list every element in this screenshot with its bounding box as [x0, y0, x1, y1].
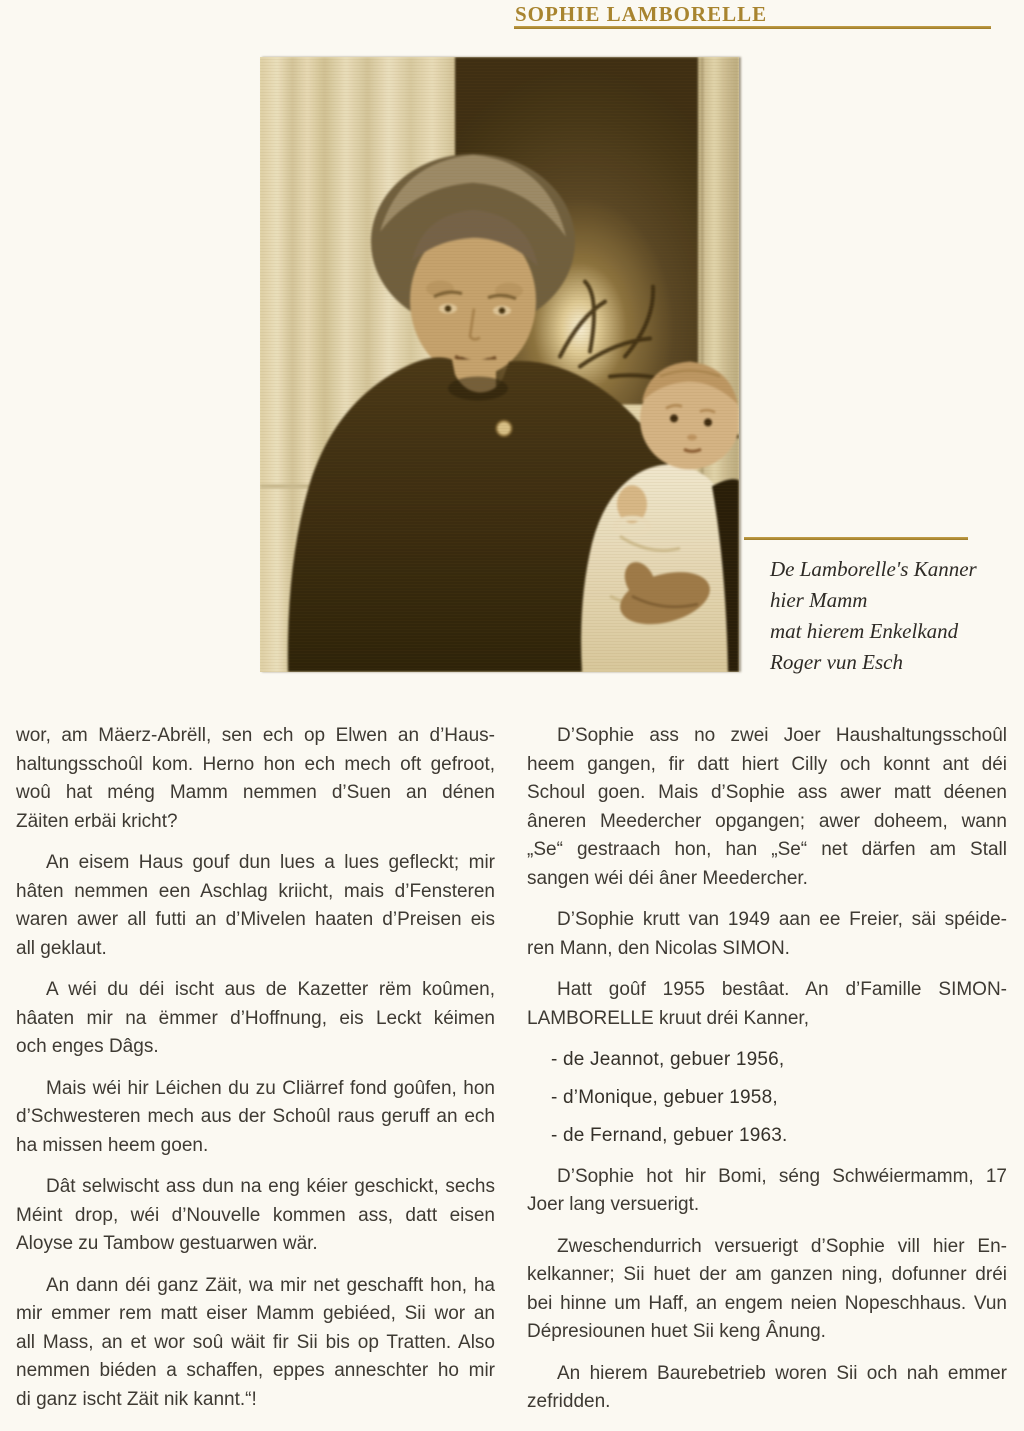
text-line: zefridden.: [527, 1391, 611, 1412]
text-line: Joer lang versuerigt.: [527, 1194, 700, 1215]
text-line: nemmen biéden a schaffen, eppes anneschter ho mir: [16, 1360, 495, 1381]
text-line: Dât selwischt ass dun na eng kéier geschickt, sechs: [46, 1176, 495, 1197]
photo-caption: [770, 554, 1020, 678]
caption-line: mat hierem Enkelkand: [770, 619, 959, 643]
caption-line: De Lamborelle's Kanner: [770, 557, 977, 581]
text-line: heem gangen, fir datt hiert Cilly och konnt ant déi: [527, 753, 1007, 775]
text-line: Dépresiounen huet Sii keng Ânung.: [527, 1321, 826, 1342]
paragraph: [16, 1173, 495, 1259]
text-line: A wéi du déi ischt aus de Kazetter rëm koûmen,: [46, 979, 495, 1000]
paragraph: [527, 976, 1007, 1033]
paragraph: [527, 1360, 1007, 1417]
photo-sophie-with-grandchild: [260, 57, 739, 672]
text-line: An hierem Baurebetrieb woren Sii och nah emmer: [557, 1362, 1007, 1384]
text-line: woû hat méng Mamm nemmen d’Suen an dénen: [16, 782, 495, 803]
paragraph: [16, 1272, 495, 1415]
text-line: mir emmer rem matt eiser Mamm gebiéed, Sii wor an: [16, 1303, 495, 1324]
photo-illustration: [260, 57, 739, 672]
children-list: [527, 1046, 1007, 1151]
text-line: kelkanner; Sii huet der am ganzen ning, dofunner dréi: [527, 1264, 1007, 1285]
text-line: sangen wéi déi âner Meedercher.: [527, 867, 808, 889]
text-line: D’Sophie ass no zwei Joer Haushaltungsschoûl: [557, 725, 1007, 746]
page-title: SOPHIE LAMBORELLE: [515, 2, 768, 26]
text-line: hâaten mir na ëmmer d’Hoffnung, eis Leckt kéimen: [16, 1007, 495, 1029]
paragraph: [527, 906, 1007, 963]
list-item: - d’Monique, gebuer 1958,: [551, 1087, 778, 1108]
text-line: di ganz ischt Zäit nik kannt.“!: [16, 1388, 257, 1410]
text-line: Zweschendurrich versuerigt d’Sophie vill hier En-: [557, 1235, 1007, 1257]
title-underline-rule: [514, 26, 991, 29]
text-line: Schoul goen. Mais d’Sophie ass awer matt déenen: [527, 782, 1007, 803]
text-line: LAMBORELLE kruut dréi Kanner,: [527, 1007, 809, 1029]
paragraph: [16, 849, 495, 963]
text-line: „Se“ gestraach hon, han „Se“ net därfen am Stall: [527, 839, 1007, 860]
text-line: bei hinne um Haff, an engem neien Nopeschhaus. Vun: [527, 1292, 1007, 1314]
text-column-left: [16, 722, 495, 1427]
text-line: Mais wéi hir Léichen du zu Cliärref fond goûfen, hon: [46, 1077, 495, 1099]
text-line: wor, am Mäerz-Abrëll, sen ech op Elwen an d’Haus-: [16, 725, 495, 746]
text-line: all Mass, an et wor soû wäit fir Sii bis op Tratten. Also: [16, 1331, 495, 1353]
paragraph: [527, 722, 1007, 893]
text-line: och enges Dâgs.: [16, 1036, 159, 1057]
text-line: Aloyse zu Tambow gestuarwen wär.: [16, 1233, 318, 1254]
text-line: all geklaut.: [16, 937, 107, 959]
text-line: d’Schwesteren mech aus der Schoûl raus geruff an ech: [16, 1106, 495, 1127]
text-line: ren Mann, den Nicolas SIMON.: [527, 937, 790, 959]
text-line: Zäiten erbäi kricht?: [16, 810, 178, 832]
caption-divider-rule: [744, 537, 968, 540]
paragraph: [16, 722, 495, 836]
caption-line: Roger vun Esch: [770, 650, 903, 674]
paragraph: [527, 1163, 1007, 1220]
text-line: D’Sophie hot hir Bomi, séng Schwéiermamm, 17: [557, 1165, 1007, 1187]
text-line: D’Sophie krutt van 1949 aan ee Freier, säi spéide-: [557, 909, 1007, 930]
text-line: An eisem Haus gouf dun lues a lues gefleckt; mir: [46, 852, 495, 873]
text-line: hâten nemmen een Aschlag kriicht, mais d’Fensteren: [16, 880, 495, 902]
text-line: haltungsschoûl kom. Herno hon ech mech oft gefroot,: [16, 753, 495, 775]
text-line: Hatt goûf 1955 bestâat. An d’Famille SIMON-: [557, 979, 1007, 1000]
text-line: waren awer all futti an d’Mivelen haaten d’Preisen eis: [16, 909, 495, 930]
text-line: ha missen heem goen.: [16, 1134, 209, 1156]
text-line: âneren Meedercher opgangen; awer doheem, wann: [527, 810, 1007, 832]
text-line: Méint drop, wéi d’Nouvelle kommen ass, datt eisen: [16, 1204, 495, 1226]
text-column-right: [527, 722, 1007, 1430]
caption-line: hier Mamm: [770, 588, 868, 612]
paragraph: [16, 1075, 495, 1161]
list-item: - de Fernand, gebuer 1963.: [551, 1125, 788, 1146]
paragraph: [16, 976, 495, 1062]
text-line: An dann déi ganz Zäit, wa mir net geschafft hon, ha: [46, 1274, 495, 1296]
paragraph: [527, 1233, 1007, 1347]
list-item: - de Jeannot, gebuer 1956,: [551, 1049, 785, 1070]
